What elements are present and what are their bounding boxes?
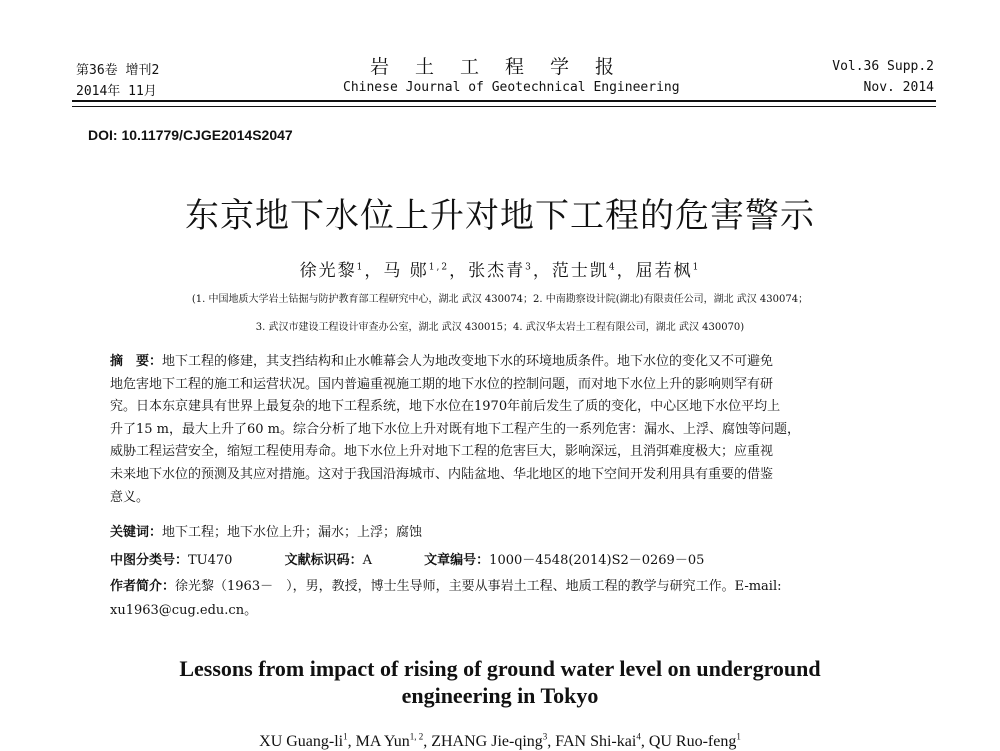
doi: DOI: 10.11779/CJGE2014S2047 (88, 127, 293, 143)
author-bio: 作者简介：徐光黎（1963－ ），男，教授，博士生导师，主要从事岩土工程、地质工程的教学与研究工作。E-mail: (110, 579, 782, 594)
keywords-text: 地下工程；地下水位上升；漏水；上浮；腐蚀 (162, 525, 423, 540)
journal-title-en: Chinese Journal of Geotechnical Engineering (343, 80, 680, 95)
authors-en (0, 732, 1000, 751)
title-cn: 东京地下水位上升对地下工程的危害警示 (185, 196, 815, 236)
author-cn: 屈若枫$^1$ (635, 261, 701, 281)
header-rule-thick (72, 100, 936, 102)
keywords (110, 521, 422, 540)
title-en: Lessons from impact of rising of ground water level on underground engineering in Tokyo (179, 656, 821, 708)
document-code: A (362, 553, 373, 568)
keywords-label: 关键词： (110, 525, 163, 540)
article-number: 1000－4548(2014)S2－0269－05 (489, 553, 705, 568)
author-email: xu1963@cug.edu.cn。 (110, 603, 258, 618)
abstract-line: 升了15 m，最大上升了60 m。综合分析了地下水位上升对既有地下工程产生的一系列危害：漏水、上浮、腐蚀等问题， (110, 421, 801, 437)
author-bio-label: 作者简介： (110, 579, 176, 594)
author-en: XU Guang-$li^1$, (259, 732, 356, 751)
date-cn: 2014年 11月 (76, 84, 157, 99)
affiliation-line: 3. 武汉市建设工程设计审查办公室，湖北 武汉 430015；4. 武汉华太岩土工程有限公司，湖北 武汉 430070) (255, 322, 745, 333)
abstract-line: 未来地下水位的预测及其应对措施。这对于我国沿海城市、内陆盆地、华北地区的地下空间开发利用具有重要的借鉴 (110, 466, 774, 482)
volume-cn: 第36卷 增刊2 (76, 63, 160, 78)
abstract-line: 威胁工程运营安全，缩短工程使用寿命。地下水位上升对地下工程的危害巨大，影响深远，且消弭难度极大；应重视 (110, 444, 774, 460)
authors-cn (0, 256, 1000, 281)
abstract (110, 351, 900, 509)
volume-en: Vol.36 Supp.2 (832, 59, 934, 74)
clc-number: TU470 (188, 553, 233, 568)
author-en: ZHANG Jie-qing$^3$, (431, 732, 556, 751)
author-cn: 张杰青$^3$， (468, 261, 552, 281)
abstract-label: 摘 要： (110, 354, 163, 369)
author-en: FAN Shi-kai$^4$, (555, 732, 649, 751)
date-en: Nov. 2014 (863, 80, 934, 95)
abstract-line: 意义。 (110, 489, 150, 505)
author-en: MA Yun$^{1, 2}$, (355, 732, 432, 751)
abstract-line: 究。日本东京建具有世界上最复杂的地下工程系统，地下水位在1970年前后发生了质的变化，中心区地下水位平均上 (110, 399, 781, 415)
affiliation-line: (1. 中国地质大学岩土钻掘与防护教育部工程研究中心，湖北 武汉 430074；2. 中南勘察设计院(湖北)有限责任公司，湖北 武汉 430074； (191, 294, 809, 305)
author-en: QU Ruo-feng$^1$ (648, 732, 741, 751)
author-cn: 徐光黎$^1$， (299, 261, 384, 281)
journal-title-cn: 岩土工程学报 (370, 56, 641, 78)
abstract-line: 地危害地下工程的施工和运营状况。国内普遍重视施工期的地下水位的控制问题，而对地下水位上升的影响则罕有研 (110, 376, 774, 392)
abstract-line: 地下工程的修建，其支挡结构和止水帷幕会人为地改变地下水的环境地质条件。地下水位的变化又不可避免 (162, 354, 774, 369)
author-cn: 范士凯$^4$， (551, 261, 636, 281)
header-rule-thin (72, 106, 936, 107)
author-cn: 马 郧$^{1,2}$， (383, 261, 469, 281)
classification-row: 中图分类号：TU470 文献标识码：A 文章编号：1000－4548(2014)S2－0269－05 (110, 553, 705, 568)
